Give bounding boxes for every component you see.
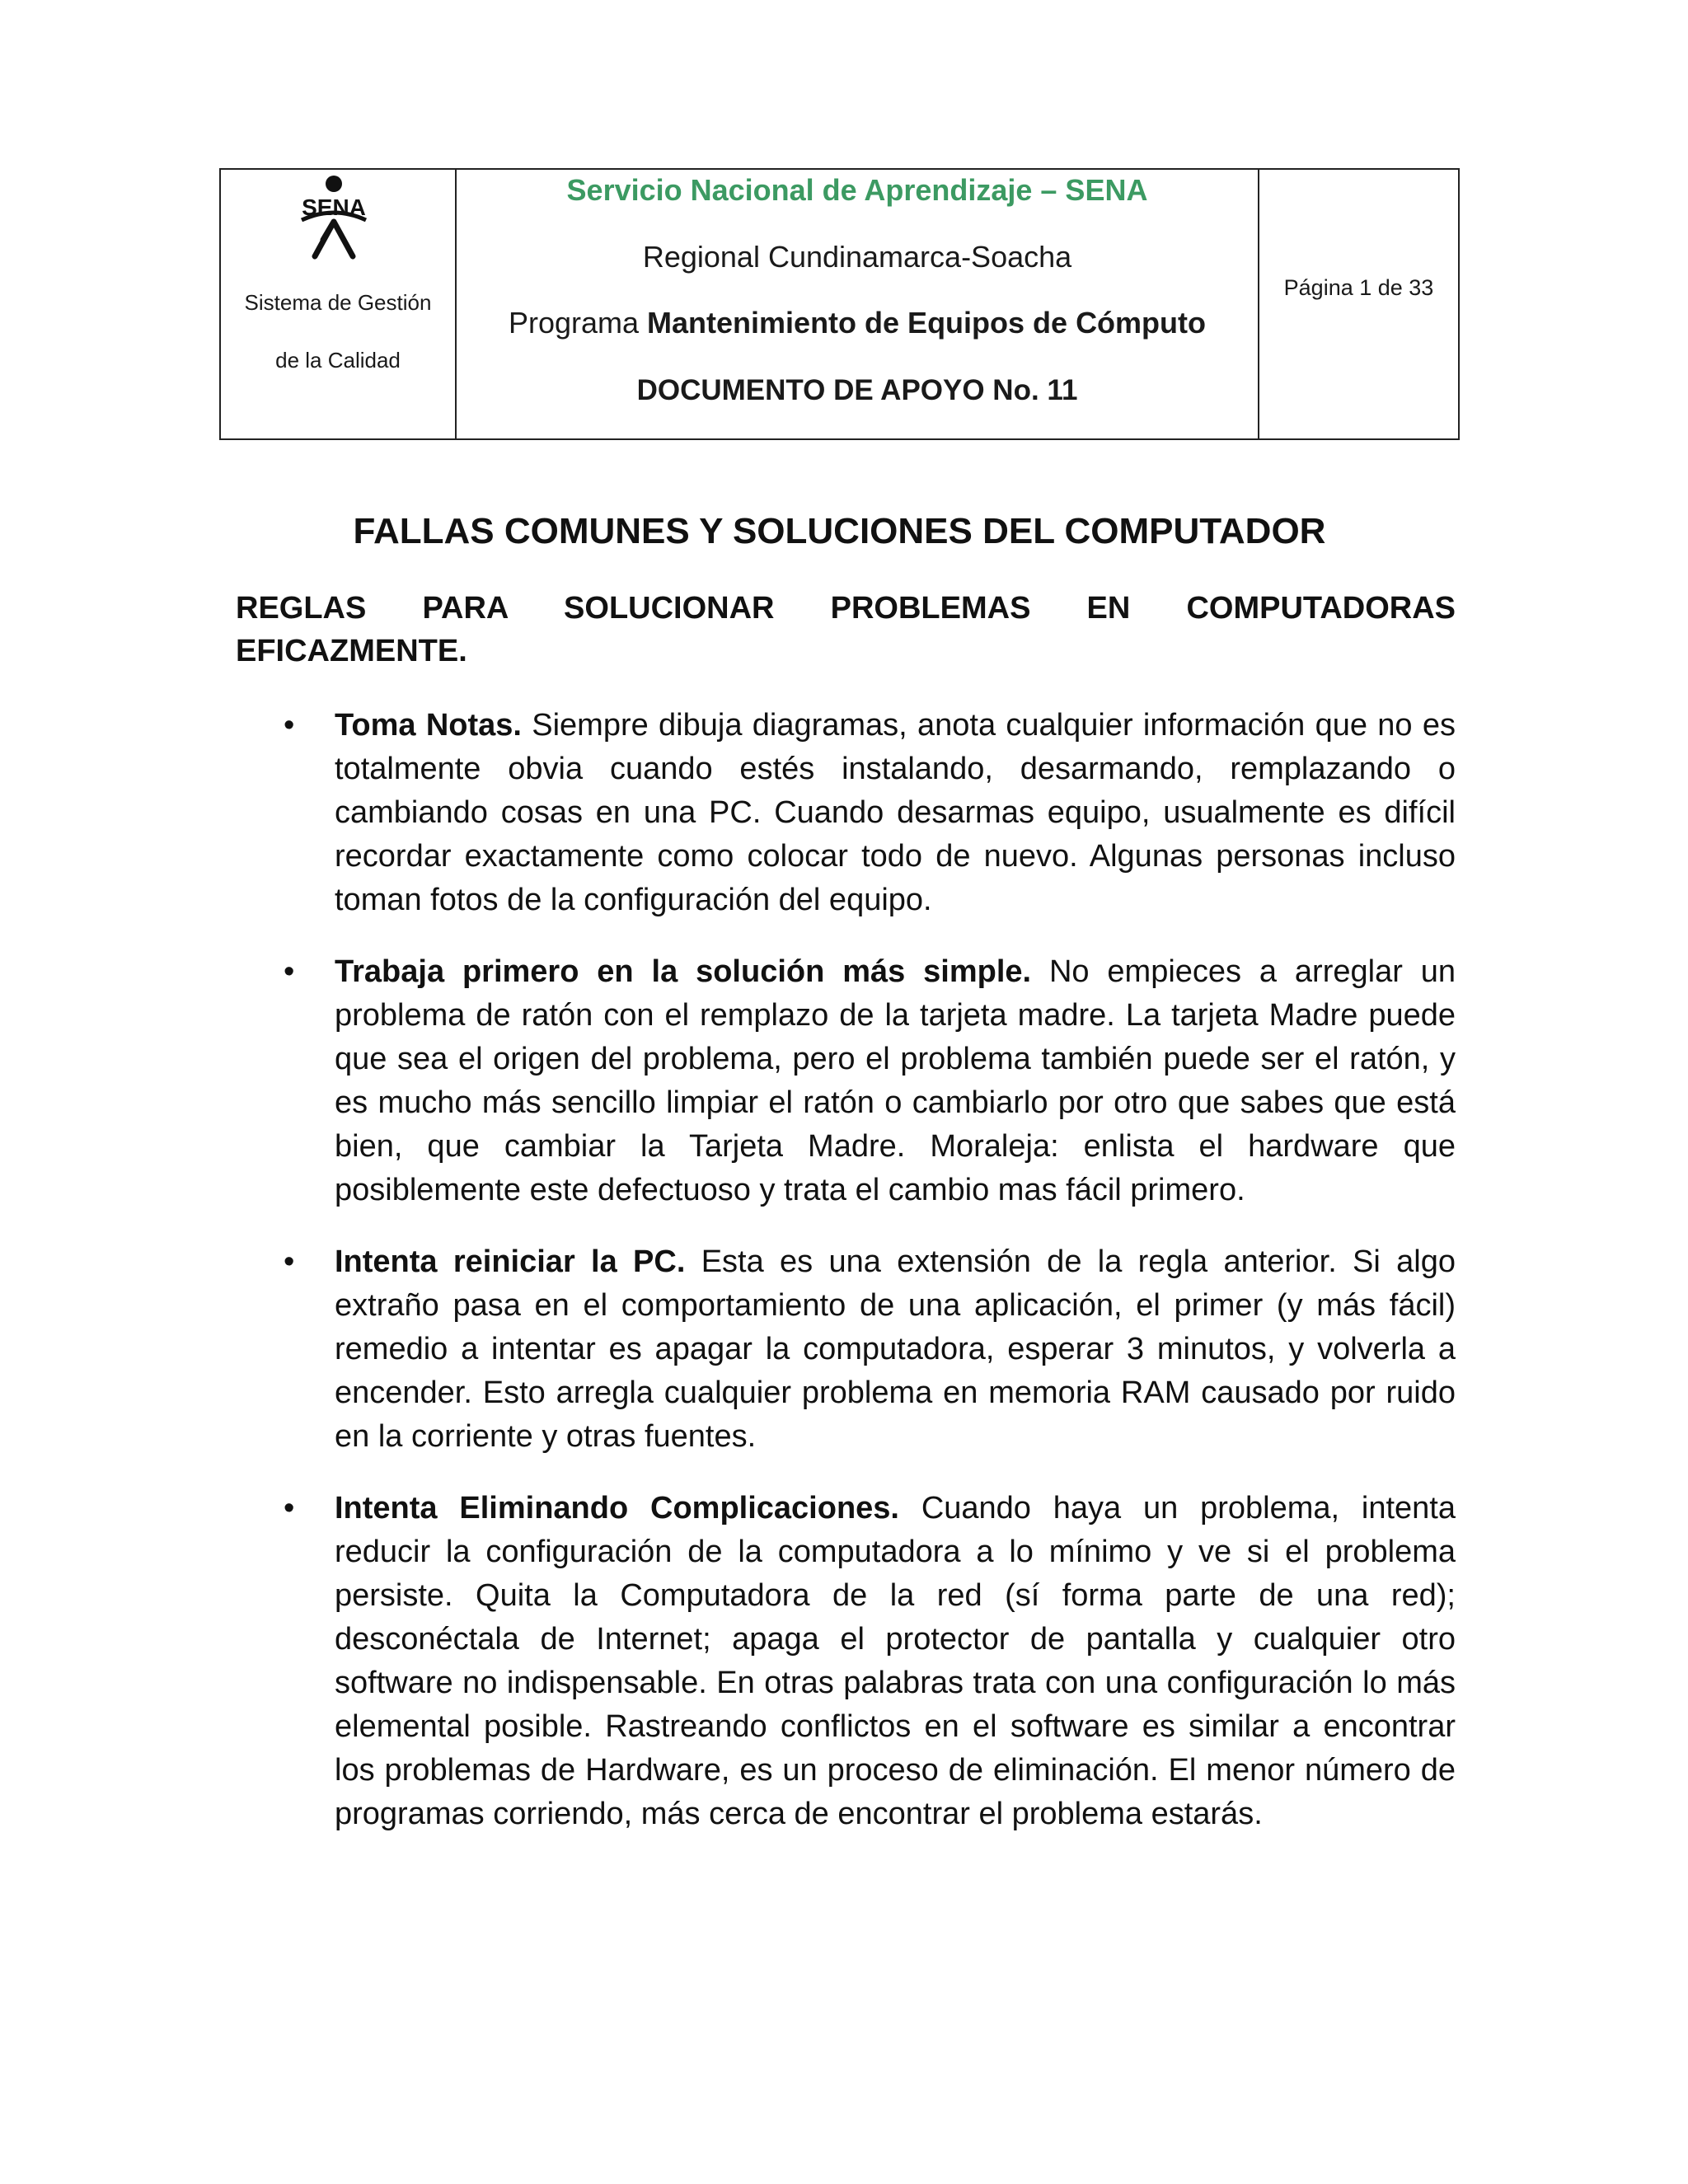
section-heading: REGLAS PARA SOLUCIONAR PROBLEMAS EN COMPUTADORAS EFICAZMENTE. [236,591,1456,668]
bullet-icon: • [284,1244,295,1279]
institution-cell [456,169,1259,439]
rule-body: Cuando haya un problema, intenta reducir la configuración de la computadora a lo mínimo y ve si el problema persiste. Quita la Computadora de la red (sí forma parte de una red); desconéctala de Internet; apaga el protector de pantalla y cualquier otro software no indispensable. En otras palabras trata con una configuración lo más elemental posible. Rastreando conflictos en el software es similar a encontrar los problemas de Hardware, es un proceso de eliminación. El menor número de programas corriendo, más cerca de encontrar el problema estarás. [335,1491,1456,1831]
rule-lead: Intenta reiniciar la PC. [335,1244,701,1279]
quality-system-label-2: de la Calidad [275,348,401,373]
list-item [236,704,1456,922]
bullet-icon: • [284,1491,295,1526]
list-item [236,950,1456,1212]
document-title: FALLAS COMUNES Y SOLUCIONES DEL COMPUTADOR [353,511,1326,551]
document-header [219,168,1460,440]
bullet-icon: • [284,954,295,989]
list-item [236,1487,1456,1836]
list-item [236,1240,1456,1459]
rule-lead: Trabaja primero en la solución más simple. [335,954,1049,989]
quality-system-label: Sistema de Gestión [244,290,432,315]
rule-lead: Toma Notas. [335,708,532,743]
rule-lead: Intenta Eliminando Complicaciones. [335,1491,921,1526]
page-number: Página 1 de 33 [1283,275,1434,300]
rule-body: No empieces a arreglar un problema de ratón con el remplazo de la tarjeta madre. La tarjeta Madre puede que sea el origen del problema, pero el problema también puede ser el ratón, y es mucho más sencillo limpiar el ratón o cambiarlo por otro que sabes que está bien, que cambiar la Tarjeta Madre. Moraleja: enlista el hardware que posiblemente este defectuoso y trata el cambio mas fácil primero. [335,954,1456,1207]
rules-list [236,704,1456,1864]
page-cell [1259,169,1459,439]
logo-cell [220,169,456,439]
program-name: Mantenimiento de Equipos de Cómputo [647,306,1207,340]
rule-body: Siempre dibuja diagramas, anota cualquier información que no es totalmente obvia cuando estés instalando, desarmando, remplazando o cambiando cosas en una PC. Cuando desarmas equipo, usualmente es difícil recordar exactamente como colocar todo de nuevo. Algunas personas incluso toman fotos de la configuración del equipo. [335,708,1456,917]
rule-body: Esta es una extensión de la regla anterior. Si algo extraño pasa en el comportamiento de una aplicación, el primer (y más fácil) remedio a intentar es apagar la computadora, esperar 3 minutos, y volverla a encender. Esto arregla cualquier problema en memoria RAM causado por ruido en la corriente y otras fuentes. [335,1244,1456,1454]
regional-name: Regional Cundinamarca-Soacha [642,240,1072,274]
bullet-icon: • [284,708,295,743]
institution-name: Servicio Nacional de Aprendizaje – SENA [566,173,1148,207]
program-prefix: Programa [508,306,648,340]
logo-text: SENA [302,194,366,220]
program-line [457,306,1258,340]
sena-logo-icon [290,174,377,260]
document-number: DOCUMENTO DE APOYO No. 11 [636,374,1078,406]
